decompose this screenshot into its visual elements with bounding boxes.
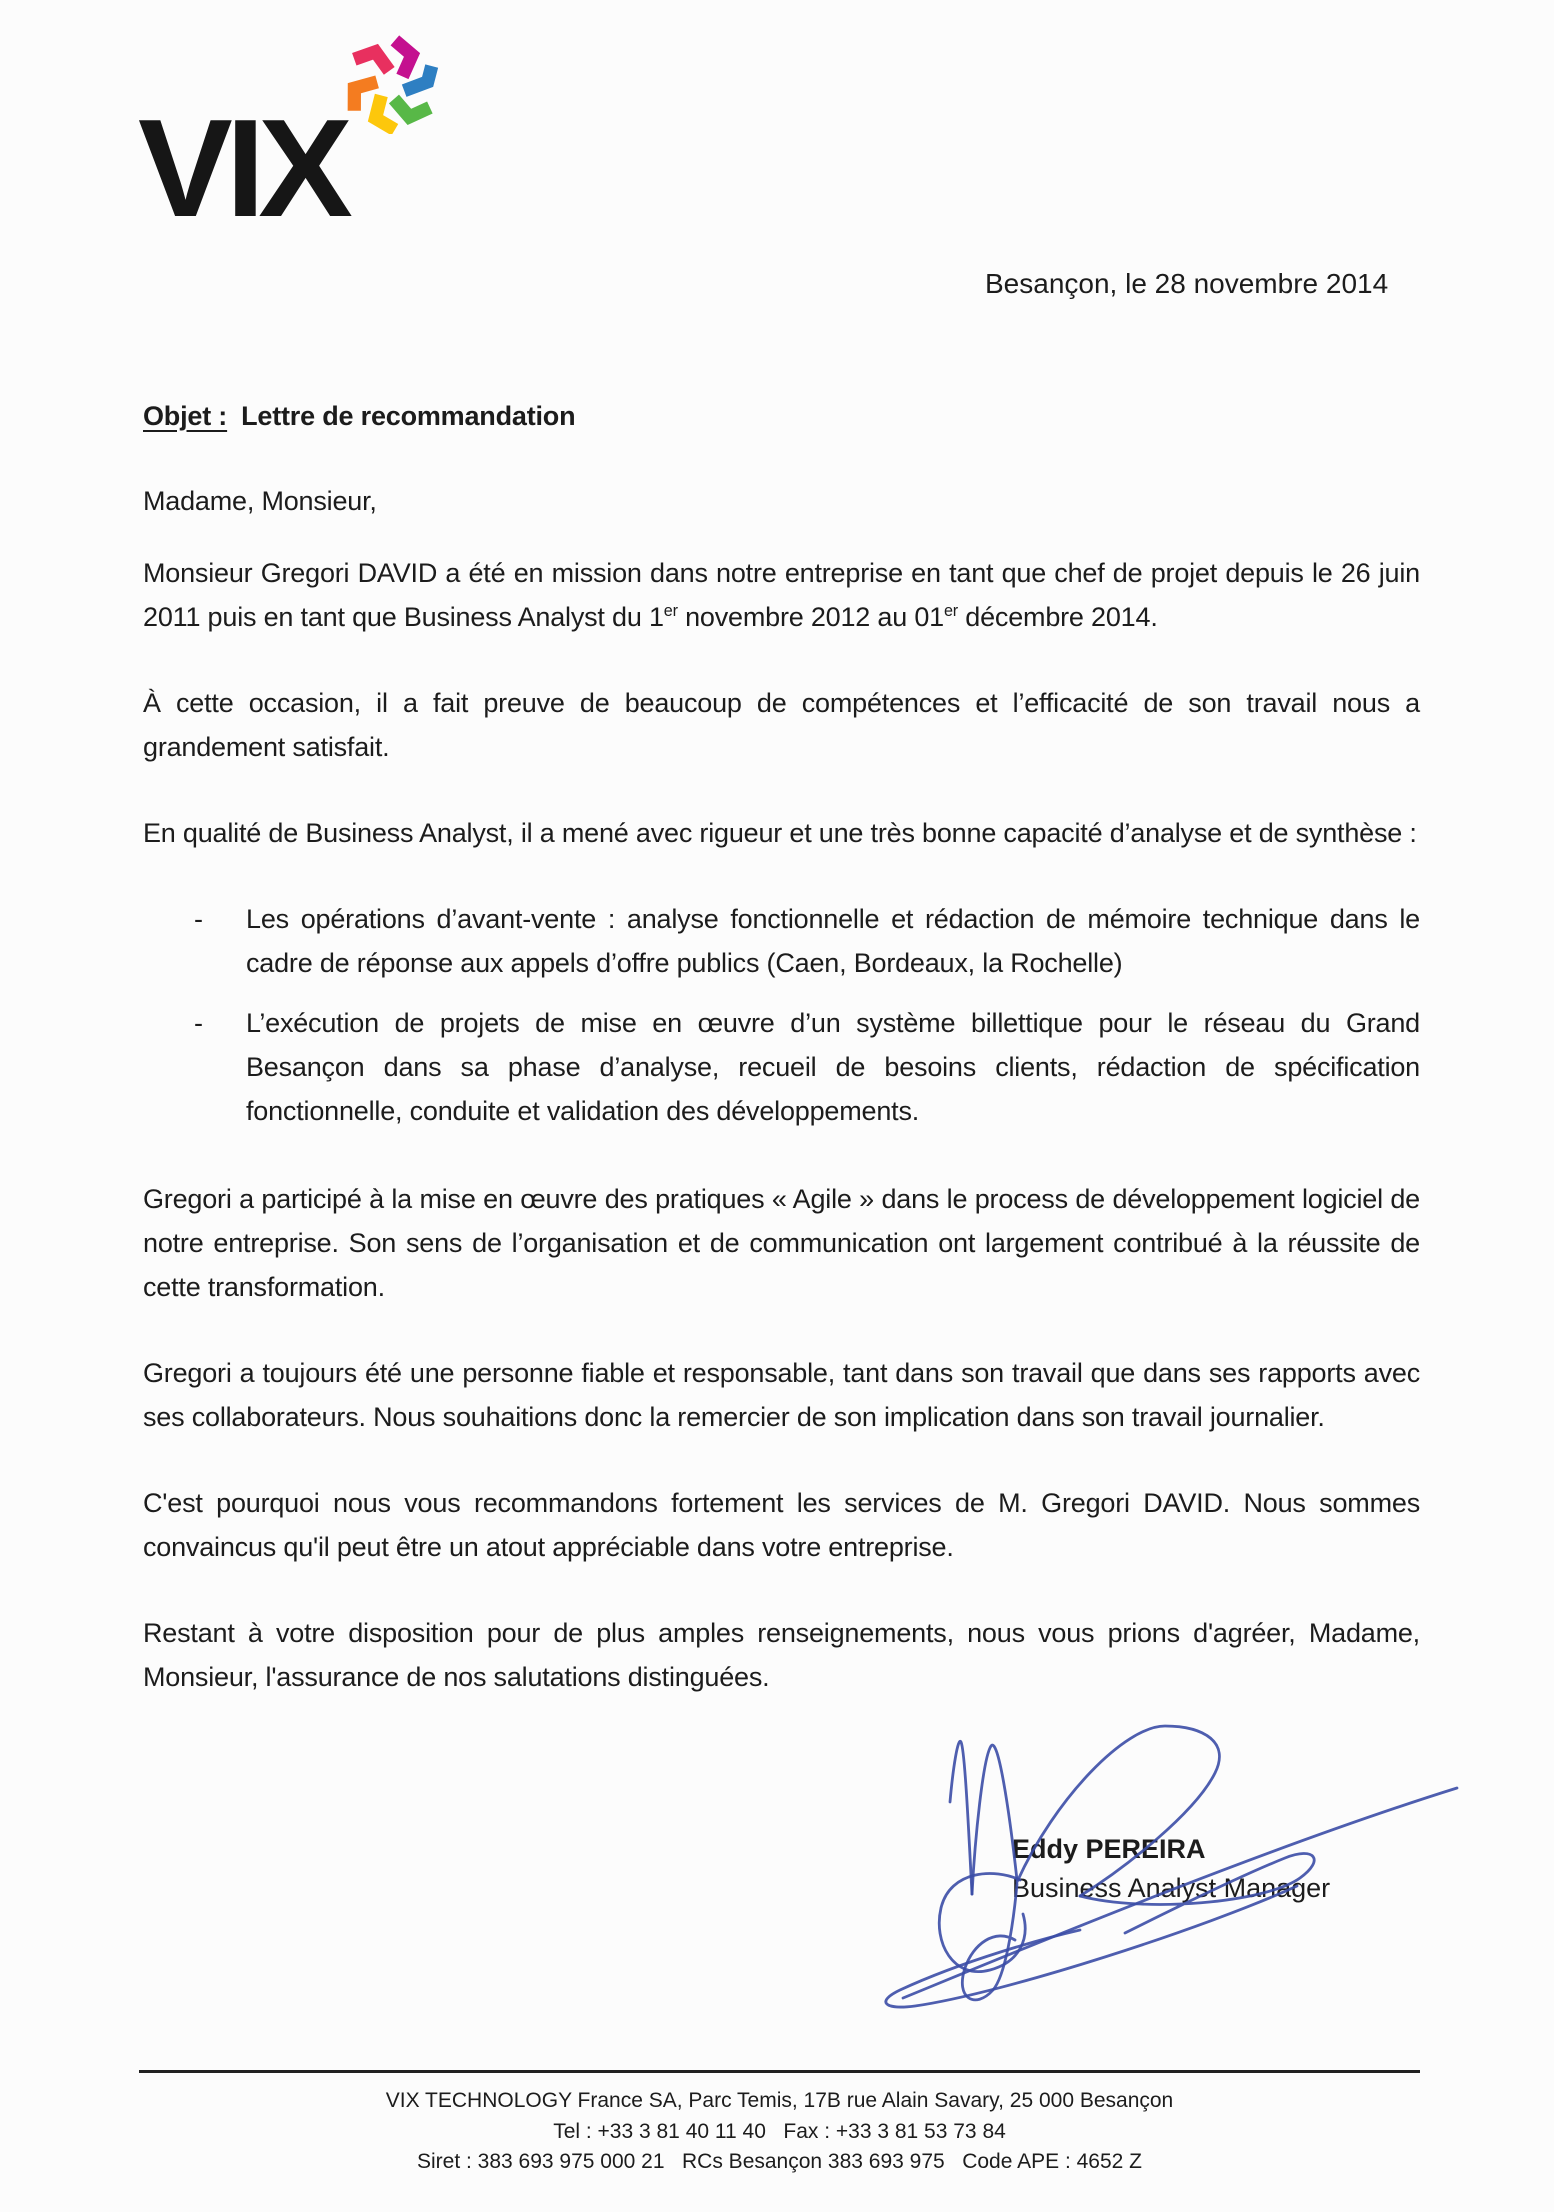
subject-text: Lettre de recommandation <box>241 401 576 431</box>
salutation: Madame, Monsieur, <box>143 486 377 516</box>
superscript-er: er <box>663 602 678 620</box>
superscript-er: er <box>943 602 958 620</box>
bullet-marker: - <box>194 904 203 934</box>
list-item <box>143 1001 1420 1133</box>
signoff-block <box>1012 1830 1330 1908</box>
letter-body <box>143 394 1420 1699</box>
list-item <box>143 897 1420 985</box>
bullet-list <box>143 897 1420 1133</box>
paragraph-mission-text: décembre 2014. <box>957 602 1158 632</box>
signer-name: Eddy PEREIRA <box>1012 1834 1206 1864</box>
bullet-text: Les opérations d’avant-vente : analyse fonctionnelle et rédaction de mémoire technique dans le cadre de réponse aux appels d’offre publics (Caen, Bordeaux, la Rochelle) <box>246 904 1420 978</box>
paragraph-fiable: Gregori a toujours été une personne fiable et responsable, tant dans son travail que dans ses rapports avec ses collaborateurs. Nous souhaitions donc la remercier de son implication dans son travail journalier. <box>143 1358 1420 1432</box>
dateline: Besançon, le 28 novembre 2014 <box>985 268 1389 299</box>
signer-title: Business Analyst Manager <box>1012 1873 1331 1903</box>
vix-star-icon <box>338 32 444 134</box>
paragraph-mission-text: novembre 2012 au 01 <box>677 602 944 632</box>
paragraph-qualite: En qualité de Business Analyst, il a mené avec rigueur et une très bonne capacité d’analyse et de synthèse : <box>143 818 1417 848</box>
footer-phone-fax: Tel : +33 3 81 40 11 40 Fax : +33 3 81 53 73 84 <box>553 2119 1006 2143</box>
paragraph-recommandation: C'est pourquoi nous vous recommandons fortement les services de M. Gregori DAVID. Nous sommes convaincus qu'il peut être un atout appréciable dans votre entreprise. <box>143 1488 1420 1562</box>
subject-line <box>143 394 1420 438</box>
paragraph-mission <box>143 551 1420 639</box>
footer-registration: Siret : 383 693 975 000 21 RCs Besançon 383 693 975 Code APE : 4652 Z <box>416 2150 1142 2173</box>
subject-label: Objet : <box>143 401 228 431</box>
footer-address: VIX TECHNOLOGY France SA, Parc Temis, 17B rue Alain Savary, 25 000 Besançon <box>385 2089 1174 2112</box>
paragraph-mission-text: Monsieur Gregori DAVID a été en mission dans notre entreprise en tant que chef de projet depuis le 26 juin 2011 puis en tant que Business Analyst du 1 <box>143 558 1420 632</box>
bullet-marker: - <box>194 1008 203 1038</box>
paragraph-agile: Gregori a participé à la mise en œuvre des pratiques « Agile » dans le process de développement logiciel de notre entreprise. Son sens de l’organisation et de communication ont largement contribué à la réussite de cette transformation. <box>143 1184 1420 1302</box>
paragraph-competences: À cette occasion, il a fait preuve de beaucoup de compétences et l’efficacité de son travail nous a grandement satisfait. <box>143 688 1420 762</box>
vix-logo-wordmark: VIX <box>138 90 346 247</box>
paragraph-cloture: Restant à votre disposition pour de plus amples renseignements, nous vous prions d'agréer, Madame, Monsieur, l'assurance de nos salutations distinguées. <box>143 1618 1420 1692</box>
bullet-text: L’exécution de projets de mise en œuvre d’un système billettique pour le réseau du Grand Besançon dans sa phase d’analyse, recueil de besoins clients, rédaction de spécification fonctionnelle, conduite et validation des développements. <box>246 1008 1420 1126</box>
footer <box>139 2070 1420 2178</box>
